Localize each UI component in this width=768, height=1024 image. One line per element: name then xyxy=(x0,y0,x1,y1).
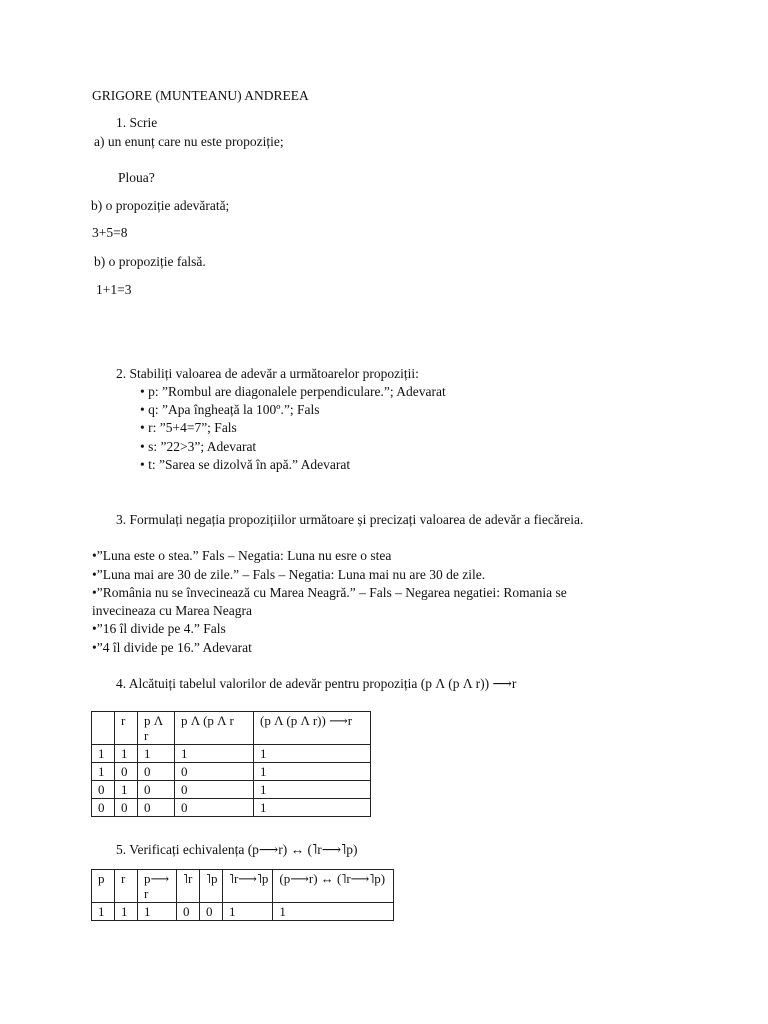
table-cell: 1 xyxy=(254,799,371,817)
q3-item-continued: invecineaza cu Marea Neagra xyxy=(92,603,253,618)
table-cell: 1 xyxy=(92,745,115,763)
table-cell: 0 xyxy=(92,781,115,799)
table-header-cell: p xyxy=(92,870,115,903)
table-header-cell: (p⟶r) ↔ (˥r⟶˥p) xyxy=(273,870,394,903)
table-cell: 1 xyxy=(254,763,371,781)
table-header-cell: p⟶ r xyxy=(138,870,177,903)
author-name: GRIGORE (MUNTEANU) ANDREEA xyxy=(92,88,309,103)
table-header-cell xyxy=(92,712,115,745)
table-cell: 1 xyxy=(138,745,175,763)
truth-table-q4 xyxy=(91,711,371,817)
table-cell: 1 xyxy=(175,745,254,763)
table-cell: 0 xyxy=(138,763,175,781)
table-cell: 1 xyxy=(92,903,115,921)
table-cell: 0 xyxy=(175,763,254,781)
table-header-cell: ˥p xyxy=(200,870,223,903)
q1-title: 1. Scrie xyxy=(116,115,158,130)
table-header-row xyxy=(92,870,394,903)
table-cell: 1 xyxy=(92,763,115,781)
table-cell: 0 xyxy=(200,903,223,921)
table-cell: 1 xyxy=(223,903,273,921)
q1-b2-answer: 1+1=3 xyxy=(96,282,132,297)
table-cell: 0 xyxy=(138,781,175,799)
table-row xyxy=(92,763,371,781)
table-row xyxy=(92,745,371,763)
q2-item: • q: ”Apa îngheață la 100º.”; Fals xyxy=(140,402,320,417)
q3-item: •”4 îl divide pe 16.” Adevarat xyxy=(92,640,252,655)
table-header-cell: ˥r⟶˥p xyxy=(223,870,273,903)
table-cell: 0 xyxy=(115,799,138,817)
table-header-cell: r xyxy=(115,870,138,903)
q1-b1: b) o propoziție adevărată; xyxy=(91,198,230,213)
table-row xyxy=(92,781,371,799)
table-cell: 1 xyxy=(254,745,371,763)
q1-b2: b) o propoziție falsă. xyxy=(94,254,206,269)
table-header-cell: ˥r xyxy=(177,870,200,903)
table-header-cell: (p Λ (p Λ r)) ⟶r xyxy=(254,712,371,745)
q2-item: • t: ”Sarea se dizolvă în apă.” Adevarat xyxy=(140,457,351,472)
q2-item: • r: ”5+4=7”; Fals xyxy=(140,420,237,435)
table-cell: 0 xyxy=(175,799,254,817)
table-cell: 0 xyxy=(175,781,254,799)
table-header-cell: p Λ (p Λ r xyxy=(175,712,254,745)
table-cell: 1 xyxy=(254,781,371,799)
q5-title: 5. Verificați echivalența (p⟶r) ↔ (˥r⟶˥p) xyxy=(116,842,358,857)
table-header-cell: p Λ r xyxy=(138,712,175,745)
q1-b1-answer: 3+5=8 xyxy=(92,225,128,240)
table-cell: 0 xyxy=(138,799,175,817)
table-cell: 0 xyxy=(115,763,138,781)
table-cell: 0 xyxy=(92,799,115,817)
table-cell: 1 xyxy=(138,903,177,921)
table-cell: 1 xyxy=(115,781,138,799)
table-cell: 0 xyxy=(177,903,200,921)
truth-table-q5 xyxy=(91,869,394,921)
q3-title: 3. Formulați negația propozițiilor următoare și precizați valoarea de adevăr a fiecăreia. xyxy=(116,512,584,527)
q1-a: a) un enunț care nu este propoziție; xyxy=(94,134,284,149)
q3-item: •”Luna mai are 30 de zile.” – Fals – Negatia: Luna mai nu are 30 de zile. xyxy=(92,567,486,582)
table-cell: 1 xyxy=(115,745,138,763)
q2-item: • p: ”Rombul are diagonalele perpendiculare.”; Adevarat xyxy=(140,384,446,399)
table-row xyxy=(92,799,371,817)
q2-title: 2. Stabiliți valoarea de adevăr a următoarelor propoziții: xyxy=(116,366,419,381)
q1-a-answer: Ploua? xyxy=(118,170,155,185)
table-cell: 1 xyxy=(115,903,138,921)
q3-item: •”România nu se învecinează cu Marea Neagră.” – Fals – Negarea negatiei: Romania se xyxy=(92,585,567,600)
q2-item: • s: ”22>3”; Adevarat xyxy=(140,439,257,454)
table-header-cell: r xyxy=(115,712,138,745)
table-row xyxy=(92,903,394,921)
table-header-row xyxy=(92,712,371,745)
q3-item: •”16 îl divide pe 4.” Fals xyxy=(92,621,226,636)
q4-title: 4. Alcătuiți tabelul valorilor de adevăr pentru propoziția (p Λ (p Λ r)) ⟶r xyxy=(116,676,517,691)
q3-item: •”Luna este o stea.” Fals – Negatia: Luna nu esre o stea xyxy=(92,548,392,563)
table-cell: 1 xyxy=(273,903,394,921)
